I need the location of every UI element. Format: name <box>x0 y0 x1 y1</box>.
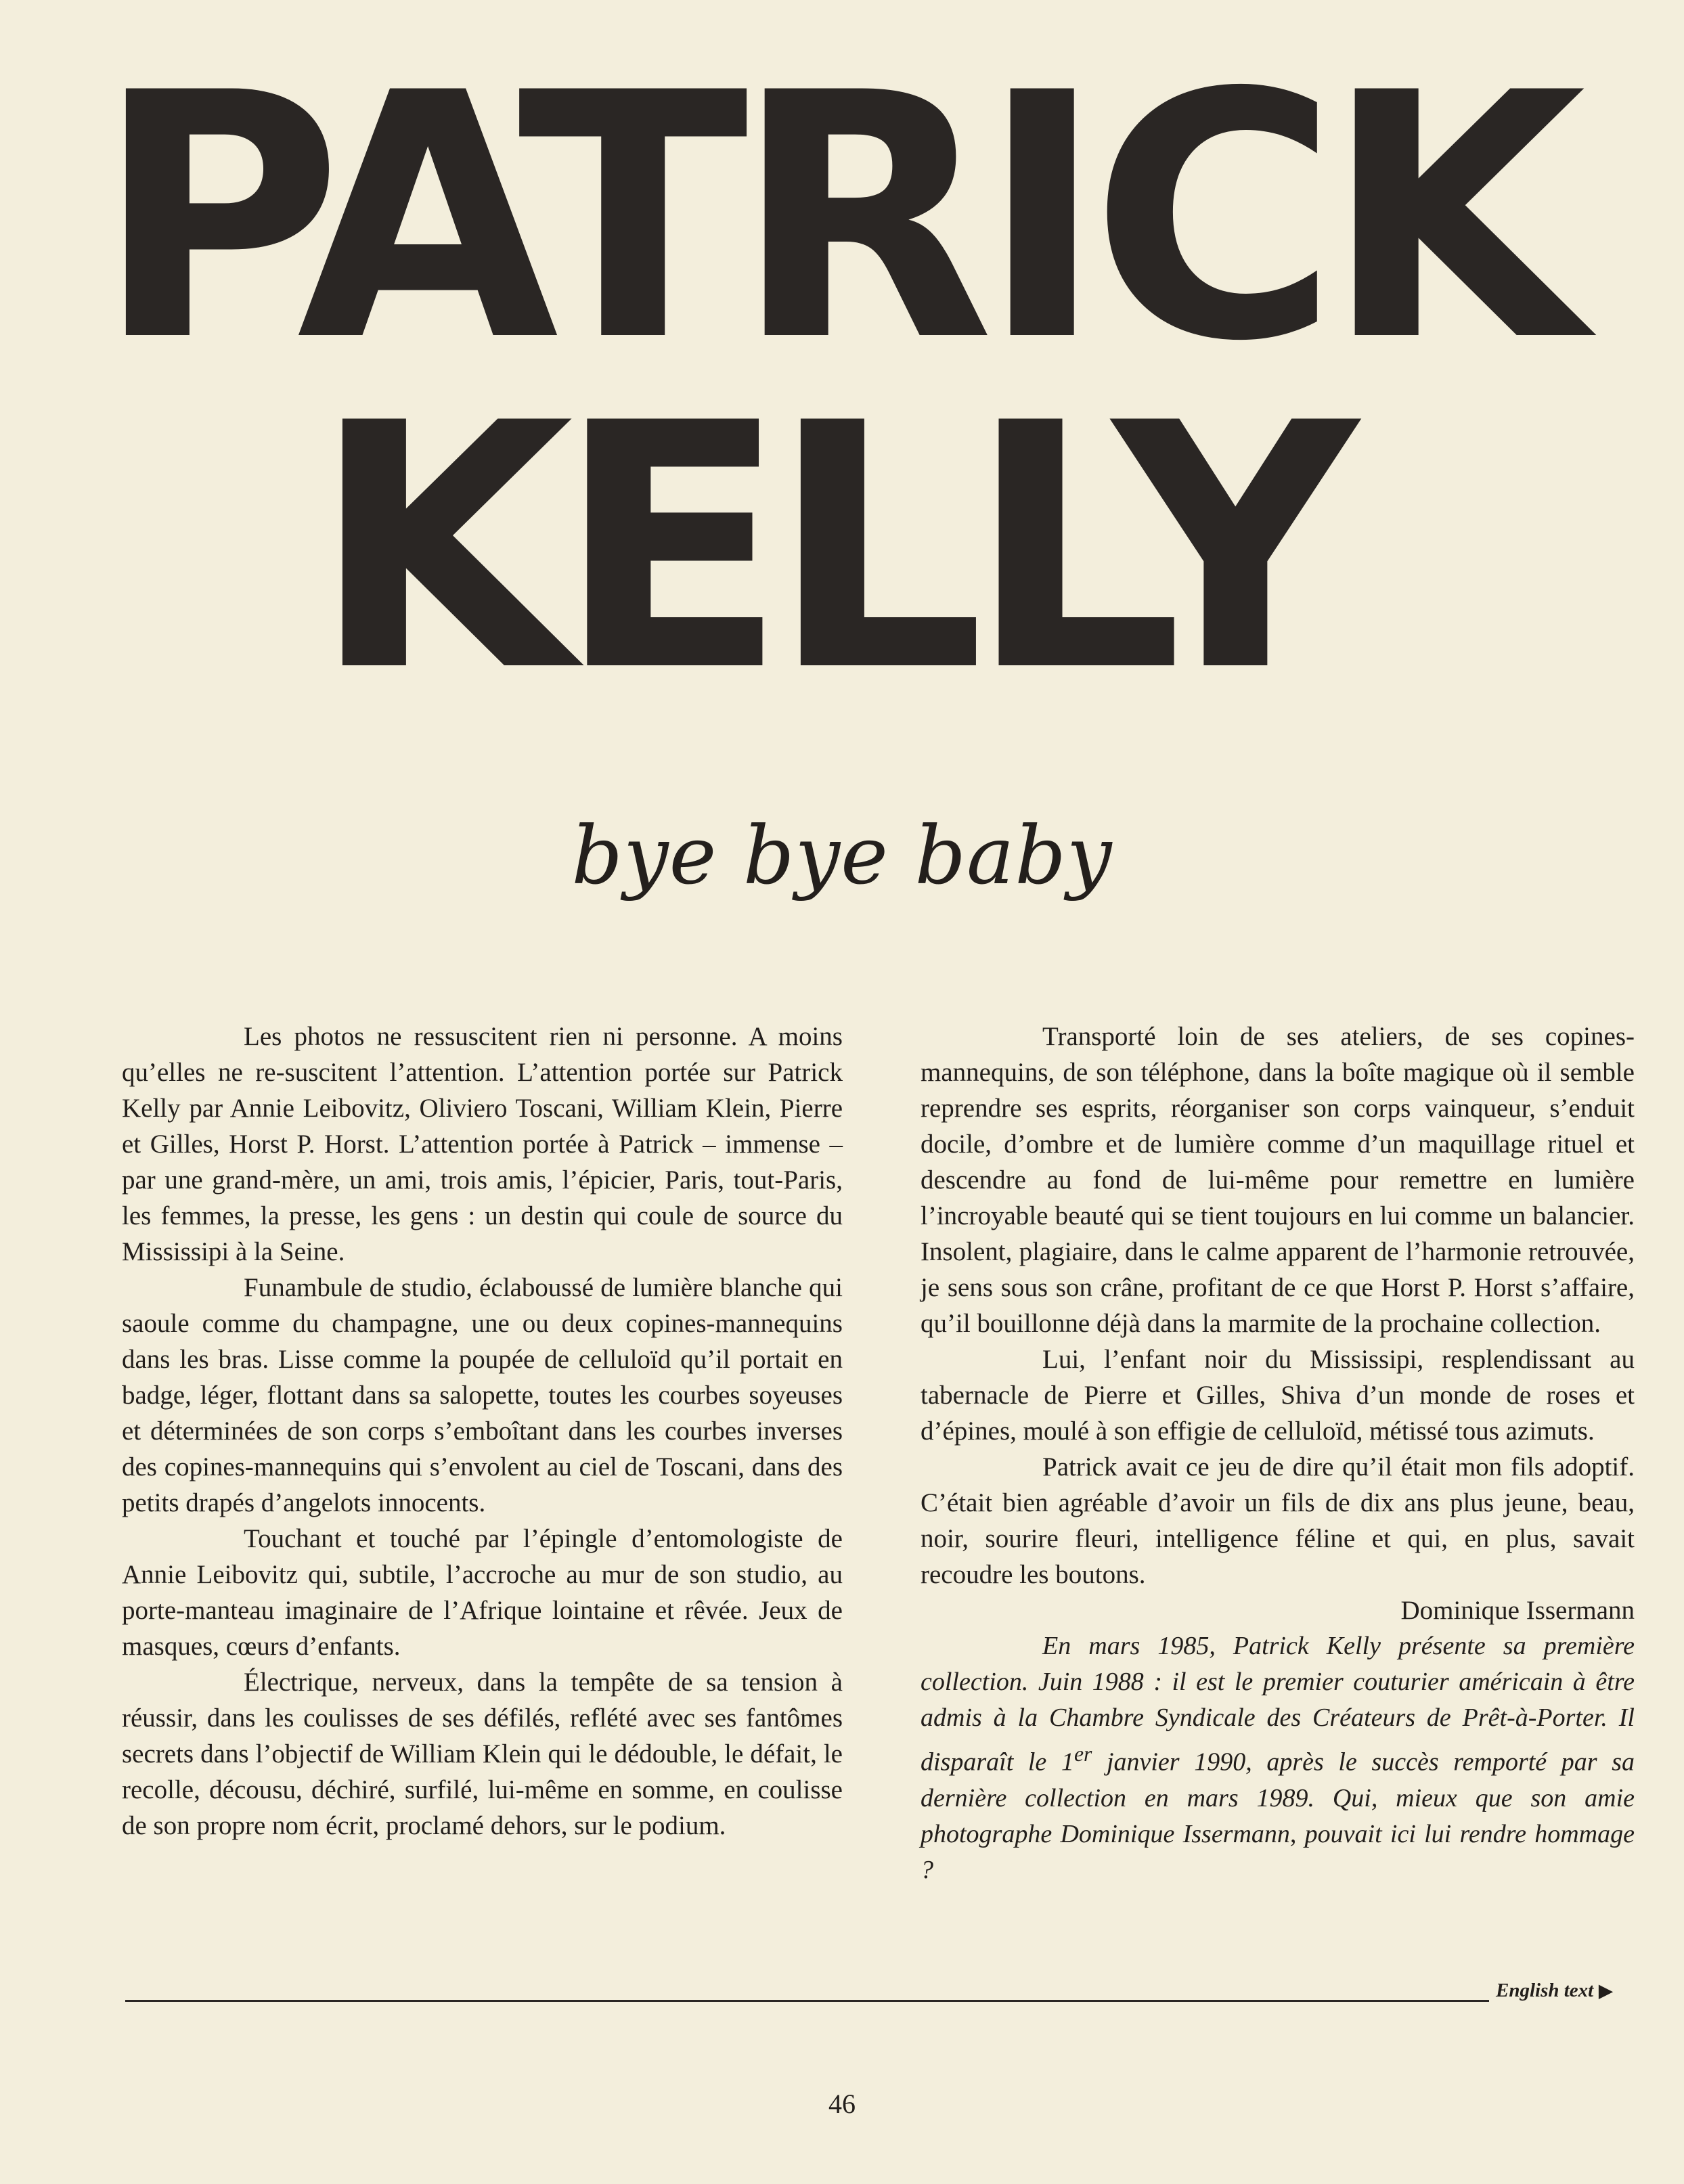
paragraph: Les photos ne ressuscitent rien ni personne. A moins qu’elles ne re-suscitent l’attention. L’attention portée sur Patrick Kelly par Annie Leibovitz, Oliviero Toscani, William Klein, Pierre et Gilles, Horst P. Horst. L’attention portée à Patrick – immense – par une grand-mère, un ami, trois amis, l’épicier, Paris, tout-Paris, les femmes, la presse, les gens : un destin qui coule de source du Mississipi à la Seine. <box>122 1022 843 1266</box>
headline-line-1: PATRICK <box>95 21 1572 415</box>
paragraph: Touchant et touché par l’épingle d’entomologiste de Annie Leibovitz qui, subtile, l’accroche au mur de son studio, au porte-manteau imaginaire de l’Afrique lointaine et rêvée. Jeux de masques, cœurs d’enfants. <box>122 1524 843 1661</box>
english-text-label: English text <box>1496 1980 1594 2001</box>
author-signature: Dominique Issermann <box>1400 1596 1635 1625</box>
biography-text: janvier 1990, après le succès remporté par sa dernière collection en mars 1989. Qui, mieux que son amie photographe Dominique Issermann, pouvait ici lui rendre hommage ? <box>921 1747 1635 1884</box>
paragraph: Transporté loin de ses ateliers, de ses copines-mannequins, de son téléphone, dans la boîte magique où il semble reprendre ses esprits, réorganiser son corps vainqueur, s’enduit docile, d’ombre et de lumière comme d’un maquillage rituel et descendre au fond de lui-même pour remettre en lumière l’incroyable beauté qui se tient toujours en lui comme un balancier. Insolent, plagiaire, dans le calme apparent de l’harmonie retrouvée, je sens sous son crâne, profitant de ce que Horst P. Horst s’affaire, qu’il bouillonne déjà dans la marmite de la prochaine collection. <box>921 1022 1635 1338</box>
biography-note <box>921 1628 1635 1888</box>
paragraph: Électrique, nerveux, dans la tempête de sa tension à réussir, dans les coulisses de ses défilés, reflété avec ses fantômes secrets dans l’objectif de William Klein qui le dédouble, le défait, le recolle, décousu, déchiré, surfilé, lui-même en somme, en coulisse de son propre nom écrit, proclamé dehors, sur le podium. <box>122 1668 843 1840</box>
english-text-link[interactable] <box>1496 1980 1612 2002</box>
paragraph: Patrick avait ce jeu de dire qu’il était mon fils adoptif. C’était bien agréable d’avoir un fils de dix ans plus jeune, beau, noir, sourire fleuri, intelligence féline et qui, en plus, savait recoudre les boutons. <box>921 1452 1635 1589</box>
ordinal-superscript: er <box>1073 1742 1092 1766</box>
subtitle: bye bye baby <box>571 809 1113 902</box>
left-column <box>122 1019 843 1844</box>
headline-line-2: KELLY <box>311 351 1341 745</box>
play-triangle-icon: ▶ <box>1599 1981 1613 2001</box>
paragraph: Lui, l’enfant noir du Mississipi, resplendissant au tabernacle de Pierre et Gilles, Shiva d’un monde de roses et d’épines, moulé à son effigie de celluloïd, métissé tous azimuts. <box>921 1345 1635 1446</box>
paragraph: Funambule de studio, éclaboussé de lumière blanche qui saoule comme du champagne, une ou deux copines-mannequins dans les bras. Lisse comme la poupée de celluloïd qu’il portait en badge, léger, flottant dans sa salopette, toutes les courbes soyeuses et déterminées de son corps s’emboîtant dans les courbes inverses des copines-mannequins qui s’envolent au ciel de Toscani, dans des petits drapés d’angelots innocents. <box>122 1273 843 1517</box>
footer-rule <box>125 2000 1489 2002</box>
page-number: 46 <box>828 2089 856 2119</box>
right-column <box>921 1019 1635 1888</box>
biography-text: En mars 1985, Patrick Kelly présente sa première collection. Juin 1988 : il est le premier couturier américain à être admis à la Chambre Syndicale des Créateurs de Prêt-à-Porter. Il disparaît le 1 <box>921 1632 1635 1777</box>
